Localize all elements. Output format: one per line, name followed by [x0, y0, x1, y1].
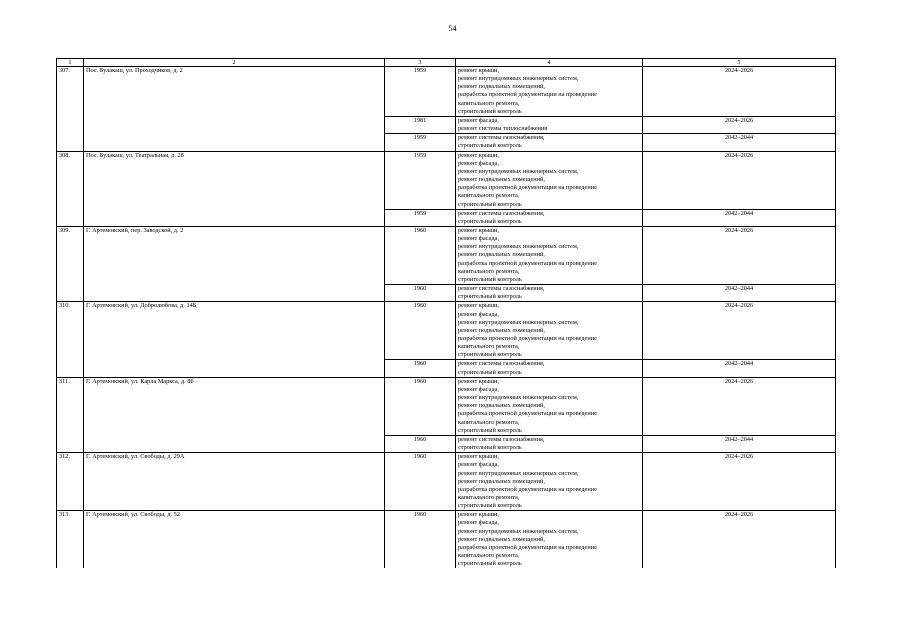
work-item: разработка проектной документации на проведение: [458, 485, 597, 493]
works-list: [456, 360, 643, 377]
table-row: [57, 511, 836, 569]
entry-number: 310.: [57, 302, 84, 377]
work-item: ремонт фасада,: [458, 159, 499, 167]
repair-period: 2024–2026: [643, 116, 836, 133]
repair-period: 2042–2044: [643, 360, 836, 377]
work-item: строительный контроль: [458, 444, 522, 452]
work-item: разработка проектной документации на проведение: [458, 543, 597, 551]
repair-period: 2042–2044: [643, 435, 836, 452]
work-item: ремонт крыши,: [458, 226, 500, 234]
work-item: ремонт системы газоснабжения,: [458, 134, 545, 142]
work-item: ремонт системы газоснабжения,: [458, 360, 545, 368]
table-row: [57, 377, 836, 435]
work-item: капитального ремонта,: [458, 192, 520, 200]
entry-address: Г. Артемовский, ул. Добролюбова, д. 14Б: [84, 302, 385, 377]
build-year: 1960: [385, 377, 456, 435]
build-year: 1959: [385, 151, 456, 209]
work-item: строительный контроль: [458, 142, 522, 150]
build-year: 1959: [385, 134, 456, 151]
build-year: 1960: [385, 302, 456, 360]
work-item: строительный контроль: [458, 217, 522, 225]
work-item: ремонт подвальных помещений,: [458, 251, 545, 259]
work-item: ремонт крыши,: [458, 151, 500, 159]
work-item: капитального ремонта,: [458, 99, 520, 107]
table-row: [57, 67, 836, 117]
build-year: 1960: [385, 511, 456, 569]
work-item: ремонт крыши,: [458, 511, 500, 519]
work-item: ремонт системы газоснабжения,: [458, 285, 545, 293]
work-item: строительный контроль: [458, 560, 522, 568]
repair-period: 2024–2026: [643, 226, 836, 284]
entry-address: Г. Артемовский, ул. Свободы, д. 52: [84, 511, 385, 569]
work-item: ремонт внутридомовых инженерных систем,: [458, 167, 579, 175]
work-item: ремонт фасада,: [458, 310, 499, 318]
work-item: ремонт фасада,: [458, 116, 499, 124]
repair-period: 2024–2026: [643, 511, 836, 569]
works-list: [456, 209, 643, 226]
header-cell-num: 1: [57, 59, 84, 67]
build-year: 1960: [385, 226, 456, 284]
entry-number: 307.: [57, 67, 84, 152]
repair-period: 2024–2026: [643, 453, 836, 511]
work-item: разработка проектной документации на проведение: [458, 335, 597, 342]
table-header: [57, 59, 836, 67]
header-cell-period: 5: [643, 59, 836, 67]
work-item: разработка проектной документации на проведение: [458, 91, 597, 99]
repair-period: 2042–2044: [643, 285, 836, 302]
work-item: капитального ремонта,: [458, 343, 520, 351]
entry-address: Г. Артемовский, ул. Свободы, д. 29А: [84, 453, 385, 511]
works-list: [456, 134, 643, 151]
repair-period: 2024–2026: [643, 151, 836, 209]
work-item: ремонт подвальных помещений,: [458, 83, 545, 91]
works-list: [456, 285, 643, 302]
works-list: [456, 226, 643, 284]
work-item: ремонт системы газоснабжения,: [458, 209, 545, 217]
header-cell-address: 2: [84, 59, 385, 67]
work-item: ремонт внутридомовых инженерных систем,: [458, 394, 579, 402]
work-item: ремонт подвальных помещений,: [458, 176, 545, 184]
work-item: ремонт подвальных помещений,: [458, 326, 545, 334]
work-item: ремонт крыши,: [458, 453, 500, 461]
work-item: ремонт фасада,: [458, 519, 499, 527]
work-item: ремонт внутридомовых инженерных систем,: [458, 243, 579, 251]
work-item: строительный контроль: [458, 502, 522, 510]
works-list: [456, 453, 643, 511]
work-item: строительный контроль: [458, 275, 522, 283]
build-year: 1959: [385, 209, 456, 226]
build-year: 1960: [385, 435, 456, 452]
works-list: [456, 151, 643, 209]
table-entry: [57, 67, 836, 152]
work-item: строительный контроль: [458, 107, 522, 115]
table-entry: [57, 453, 836, 511]
page-number: 54: [448, 24, 457, 33]
work-item: строительный контроль: [458, 368, 522, 376]
work-item: ремонт крыши,: [458, 377, 500, 385]
work-item: ремонт внутридомовых инженерных систем,: [458, 75, 579, 83]
repair-period: 2024–2026: [643, 377, 836, 435]
build-year: 1981: [385, 116, 456, 133]
work-item: капитального ремонта,: [458, 418, 520, 426]
repair-period: 2024–2026: [643, 302, 836, 360]
build-year: 1960: [385, 285, 456, 302]
work-item: разработка проектной документации на проведение: [458, 410, 597, 418]
work-item: капитального ремонта,: [458, 493, 520, 501]
works-list: [456, 116, 643, 133]
repair-schedule-table: [56, 58, 836, 568]
work-item: ремонт подвальных помещений,: [458, 402, 545, 410]
work-item: строительный контроль: [458, 200, 522, 208]
works-list: [456, 377, 643, 435]
table-entry: [57, 226, 836, 301]
header-row: [57, 59, 836, 67]
work-item: строительный контроль: [458, 293, 522, 301]
build-year: 1959: [385, 67, 456, 117]
work-item: разработка проектной документации на проведение: [458, 184, 597, 192]
work-item: капитального ремонта,: [458, 267, 520, 275]
table-entry: [57, 511, 836, 569]
header-cell-year: 3: [385, 59, 456, 67]
header-cell-works: 4: [456, 59, 643, 67]
entry-address: Г. Артемовский, пер. Заводской, д. 2: [84, 226, 385, 301]
works-list: [456, 302, 643, 360]
work-item: ремонт подвальных помещений,: [458, 535, 545, 543]
table-entry: [57, 302, 836, 377]
repair-period: 2024–2026: [643, 67, 836, 117]
works-list: [456, 511, 643, 569]
work-item: ремонт системы газоснабжения,: [458, 435, 545, 443]
table-row: [57, 453, 836, 511]
work-item: ремонт крыши,: [458, 302, 500, 310]
work-item: ремонт фасада,: [458, 461, 499, 469]
entry-address: Пос. Булакаш, ул. Проходчиков, д. 2: [84, 67, 385, 152]
repair-period: 2042–2044: [643, 134, 836, 151]
work-item: ремонт фасада,: [458, 235, 499, 243]
table-row: [57, 226, 836, 284]
entry-address: Пос. Булакаш, ул. Театральная, д. 28: [84, 151, 385, 226]
table-row: [57, 302, 836, 360]
entry-number: 311.: [57, 377, 84, 452]
table-row: [57, 151, 836, 209]
work-item: ремонт внутридомовых инженерных систем,: [458, 469, 579, 477]
work-item: ремонт внутридомовых инженерных систем,: [458, 318, 579, 326]
entry-number: 313.: [57, 511, 84, 569]
work-item: ремонт крыши,: [458, 67, 500, 74]
work-item: ремонт внутридомовых инженерных систем,: [458, 527, 579, 535]
build-year: 1960: [385, 360, 456, 377]
entry-number: 308.: [57, 151, 84, 226]
build-year: 1960: [385, 453, 456, 511]
work-item: ремонт фасада,: [458, 385, 499, 393]
work-item: капитального ремонта,: [458, 552, 520, 560]
repair-period: 2042–2044: [643, 209, 836, 226]
entry-address: Г. Артемовский, ул. Карла Маркса, д. 8б: [84, 377, 385, 452]
entry-number: 312.: [57, 453, 84, 511]
work-item: разработка проектной документации на проведение: [458, 259, 597, 267]
entry-number: 309.: [57, 226, 84, 301]
works-list: [456, 435, 643, 452]
works-list: [456, 67, 643, 117]
work-item: ремонт системы теплоснабжения: [458, 125, 548, 133]
work-item: строительный контроль: [458, 426, 522, 434]
work-item: строительный контроль: [458, 351, 522, 359]
work-item: ремонт подвальных помещений,: [458, 477, 545, 485]
table-entry: [57, 377, 836, 452]
table-entry: [57, 151, 836, 226]
